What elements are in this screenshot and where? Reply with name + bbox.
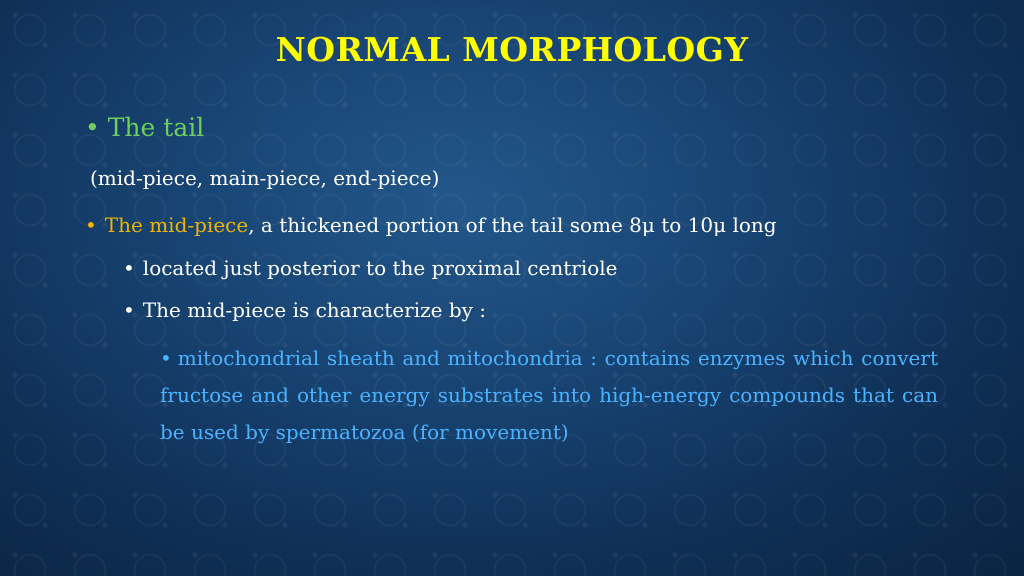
slide-title: NORMAL MORPHOLOGY [275,30,749,69]
tail-parts: (mid-piece, main-piece, end-piece) [90,166,440,190]
sub-bullet-text: located just posterior to the proximal centriole [142,256,618,280]
midpiece-line [85,213,777,237]
midpiece-description: , a thickened portion of the tail some 8μ to 10μ long [248,213,777,237]
mitochondria-detail [160,340,938,451]
midpiece-label: The mid-piece [104,213,249,237]
bullet-icon: • [85,213,97,237]
tail-heading-line [85,113,204,142]
bullet-icon: • [123,298,135,322]
sub-bullet-characterize [123,298,486,322]
sub-bullet-text: The mid-piece is characterize by : [142,298,487,322]
bullet-icon: • [123,256,135,280]
bullet-icon: • [85,113,100,142]
detail-text: mitochondrial sheath and mitochondria : contains enzymes which convert fructose and other energy substrates into high-energy compounds that can be used by spermatozoa (for movement) [160,346,938,444]
bullet-icon: • [160,346,172,370]
sub-bullet-location [123,256,617,280]
tail-heading: The tail [107,113,205,142]
